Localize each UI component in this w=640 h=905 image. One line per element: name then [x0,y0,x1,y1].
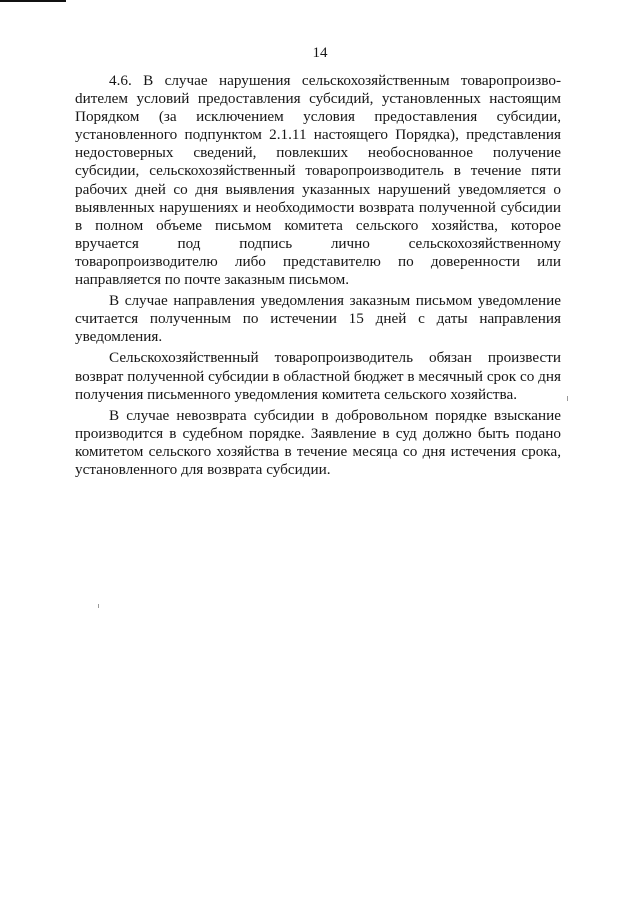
paragraph-return-obligation: Сельскохозяйственный товаропроизводитель обязан произвести возврат полученной субсидии в областной бюджет в месячный срок со дня получения письменного уведомления комитета сельского хозяйства. [75,349,561,403]
paragraph-4-6: 4.6. В случае нарушения сельскохозяйственным товаропроизвоdителем условий предоставления субсидий, установленных настоящим Порядком (за исключением условия предоставления субсидии, установленного подпунктом 2.1.11 настоящего Порядка), представления недостоверных сведений, повлекших необоснованное получение субсидии, сельскохозяйственный товаропроизводитель в течение пяти рабочих дней со дня выявления указанных нарушений уведомляется о выявленных нарушениях и необходимости возврата полученной субсидии в полном объеме письмом комитета сельского хозяйства, которое вручается под подпись лично сельскохозяйственному товаропроизводителю либо представителю по доверенности или направляется по почте заказным письмом. [75,72,561,289]
paragraph-registered-mail: В случае направления уведомления заказным письмом уведомление считается полученным по истечении 15 дней с даты направления уведомления. [75,292,561,346]
scan-edge-mark [0,0,66,2]
scan-speck [567,396,568,401]
paragraph-court-recovery: В случае невозврата субсидии в добровольном порядке взыскание производится в судебном порядке. Заявление в суд должно быть подано комитетом сельского хозяйства в течение месяца со дня истечения срока, установленного для возврата субсидии. [75,406,561,478]
scan-speck [98,604,99,608]
document-body [75,72,561,482]
page-number: 14 [312,45,328,61]
